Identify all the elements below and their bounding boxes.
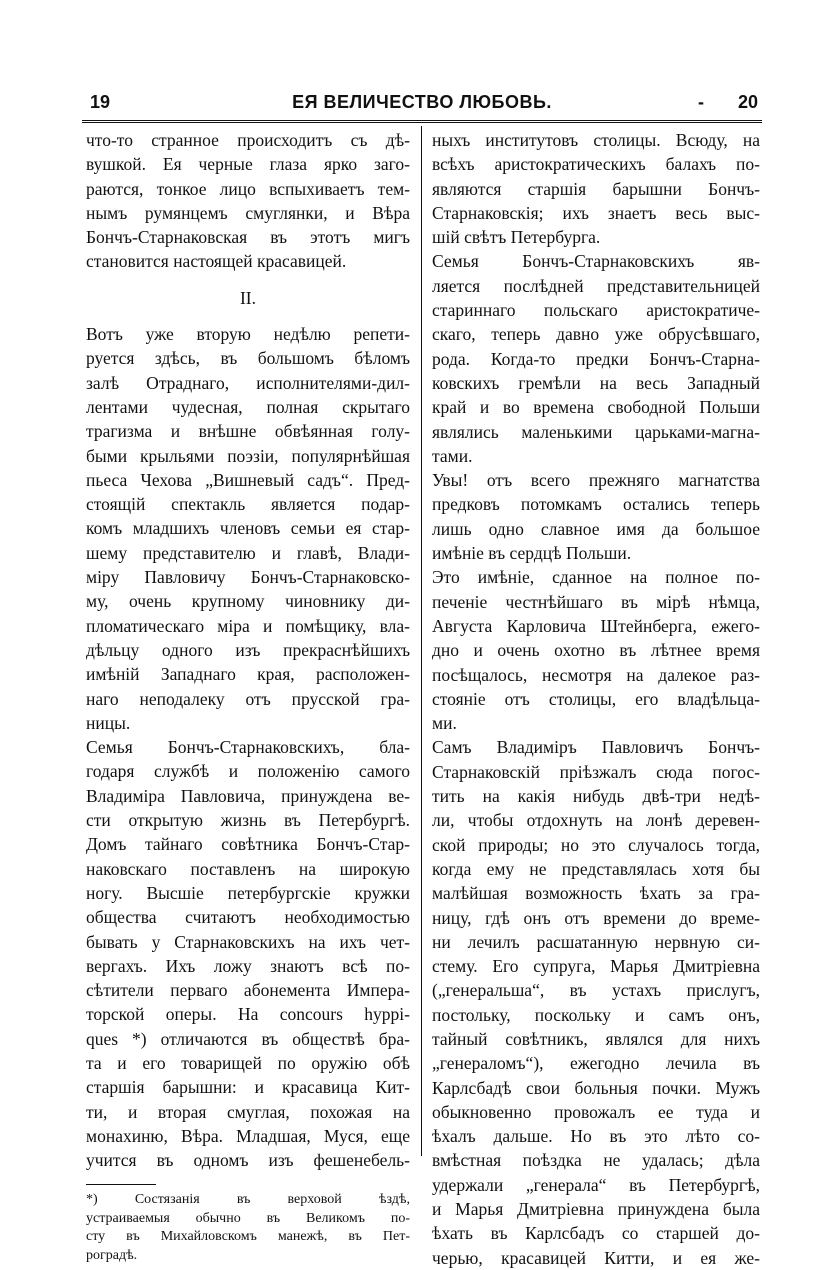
text-line: Семья Бончъ-Старнаковскихъ, бла- <box>86 737 410 758</box>
text-line: дѣльцу одного изъ прекраснѣйшихъ <box>86 639 410 660</box>
text-line: имѣній Западнаго края, расположен- <box>86 664 410 685</box>
text-line: лентами чудесная, полная скрытаго <box>86 396 410 417</box>
text-line: ской природы; но это случалось тогда, <box>432 834 760 855</box>
header-dash: - <box>698 92 704 112</box>
text-line: ми. <box>432 713 457 734</box>
text-line: ѣхалъ дальше. Но въ это лѣто со- <box>432 1126 760 1147</box>
text-line: постольку, поскольку и самъ онъ, <box>432 1004 760 1025</box>
text-line: ногу. Высшіе петербургскіе кружки <box>86 882 410 903</box>
text-line: роградѣ. <box>86 1247 138 1263</box>
text-line: быми крыльями поэзіи, популярнѣйшая <box>86 445 410 466</box>
text-line: сту въ Михайловскомъ манежѣ, въ Пет- <box>86 1229 410 1245</box>
text-line: наковскаго поставленъ на широкую <box>86 858 410 879</box>
text-line: когда ему не представлялась хотя бы <box>432 858 760 879</box>
text-line: монахиню, Вѣра. Младшая, Муся, еще <box>86 1125 410 1146</box>
text-line: скаго, теперь давно уже обрусѣвшаго, <box>432 324 760 345</box>
text-line: и Марья Дмитріевна принуждена была <box>432 1199 760 1220</box>
text-line: шій свѣтъ Петербурга. <box>432 227 601 248</box>
page-number-right: 20 <box>737 92 758 112</box>
text-line: комъ младшихъ членовъ семьи ея стар- <box>86 518 410 539</box>
text-line: общества считаютъ необходимостью <box>86 907 410 928</box>
text-line: „генераломъ“), ежегодно лечила въ <box>432 1053 760 1074</box>
text-line: тить на какія нибудь двѣ-три недѣ- <box>432 786 760 807</box>
text-line: торской оперы. На concours hyppi- <box>86 1004 410 1025</box>
right-column-text <box>432 128 760 1270</box>
text-line: малѣйшая возможность ѣхать за гра- <box>432 883 760 904</box>
text-line: старшія барышни: и красавица Кит- <box>86 1077 410 1098</box>
text-line: трагизма и внѣшне обвѣянная голу- <box>86 421 410 442</box>
text-line: лишь одно славное имя да большое <box>432 518 760 539</box>
text-line: являлись маленькими царьками-магна- <box>432 421 760 442</box>
text-line: Семья Бончъ-Старнаковскихъ яв- <box>432 251 760 272</box>
text-line: ни лечилъ расшатанную нервную си- <box>432 931 760 952</box>
text-line: руется здѣсь, въ большомъ бѣломъ <box>86 348 410 369</box>
text-line: край и во времена свободной Польши <box>432 397 760 418</box>
text-line: ницы. <box>86 712 131 733</box>
text-line: предковъ потомкамъ остались теперь <box>432 494 760 515</box>
text-line: тами. <box>432 445 473 466</box>
text-line: нымъ румянцемъ смуглянки, и Вѣра <box>86 202 410 223</box>
text-line: ковскихъ гремѣли на весь Западный <box>432 372 760 393</box>
text-line: та и его товарищей по оружію обѣ <box>86 1052 410 1073</box>
text-line: сти открытую жизнь въ Петербургѣ. <box>86 810 410 831</box>
text-line: ныхъ институтовъ столицы. Всюду, на <box>432 130 760 150</box>
text-line: стоящій спектакль является подар- <box>86 494 410 515</box>
text-line: II. <box>239 287 257 308</box>
text-line: раются, тонкое лицо вспыхиваетъ тем- <box>86 178 410 199</box>
text-line: ницу, гдѣ онъ отъ времени до време- <box>432 907 760 928</box>
text-line: посѣщалось, несмотря на далекое раз- <box>432 664 760 685</box>
text-line: вушкой. Ея черные глаза ярко заго- <box>86 154 410 175</box>
text-line: учится въ одномъ изъ фешенебель- <box>86 1150 410 1171</box>
text-line: печеніе честнѣйшаго въ мірѣ нѣмца, <box>432 591 760 612</box>
footnote <box>86 1191 410 1265</box>
text-line: Августа Карловича Штейнберга, ежего- <box>432 615 760 636</box>
text-line: Увы! отъ всего прежняго магнатства <box>432 470 760 491</box>
running-header <box>82 88 762 118</box>
text-line: Самъ Владиміръ Павловичъ Бончъ- <box>432 737 760 758</box>
text-line: Бончъ-Старнаковская въ этотъ мигъ <box>86 227 410 248</box>
text-line: всѣхъ аристократическихъ балахъ по- <box>432 154 760 175</box>
text-line: бывать у Старнаковскихъ на ихъ чет- <box>86 931 410 952</box>
text-line: стему. Его супруга, Марья Дмитріевна <box>432 956 760 977</box>
text-line: рода. Когда-то предки Бончъ-Старна- <box>432 348 760 369</box>
text-line: черью, красавицей Китти, и ея же- <box>432 1247 760 1268</box>
text-line: обыкновенно провожалъ ее туда и <box>432 1101 760 1122</box>
text-line: міру Павловичу Бончъ-Старнаковско- <box>86 567 410 588</box>
column-divider <box>421 126 422 1156</box>
text-line: вмѣстная поѣздка не удалась; дѣла <box>432 1150 760 1171</box>
text-line: Владиміра Павловича, принуждена ве- <box>86 785 410 806</box>
text-line: ques *) отличаются въ обществѣ бра- <box>86 1028 410 1049</box>
footnote-rule <box>86 1184 156 1185</box>
text-line: имѣніе въ сердцѣ Польши. <box>432 543 632 564</box>
text-line: му, очень крупному чиновнику ди- <box>86 591 410 612</box>
text-line: пьеса Чехова „Вишневый садъ“. Пред- <box>86 469 410 490</box>
text-line: Старнаковскія; ихъ знаетъ весь выс- <box>432 202 760 223</box>
text-line: годаря службѣ и положенію самого <box>86 761 410 782</box>
text-line: что-то странное происходитъ съ дѣ- <box>86 130 410 150</box>
text-line: наго неподалеку отъ прусской гра- <box>86 688 410 709</box>
text-line: ти, и вторая смуглая, похожая на <box>86 1101 410 1122</box>
text-line: стариннаго польскаго аристократиче- <box>432 300 760 321</box>
text-line: удержали „генерала“ въ Петербургѣ, <box>432 1174 760 1195</box>
text-line: шему представителю и главѣ, Влади- <box>86 542 410 563</box>
text-line: становится настоящей красавицей. <box>86 251 347 272</box>
text-line: *) Состязанія въ верховой ѣздѣ, <box>86 1192 410 1208</box>
text-line: сѣтители перваго абонемента Импера- <box>86 980 410 1001</box>
text-line: Карлсбадѣ свои больныя почки. Мужъ <box>432 1077 760 1098</box>
page-number-left: 19 <box>90 92 111 112</box>
text-line: залѣ Отраднаго, исполнителями-дил- <box>86 372 410 393</box>
text-line: ляется послѣдней представительницей <box>432 275 760 296</box>
right-column <box>432 128 760 1270</box>
text-line: ли, чтобы отдохнуть на лонѣ деревен- <box>432 810 760 831</box>
text-line: стояніе отъ столицы, его владѣльца- <box>432 688 760 709</box>
text-line: вергахъ. Ихъ ложу знаютъ всѣ по- <box>86 955 410 976</box>
header-rule <box>82 120 762 123</box>
running-title: ЕЯ ВЕЛИЧЕСТВО ЛЮБОВЬ. <box>292 92 552 112</box>
text-line: устраиваемыя обычно въ Великомъ по- <box>86 1210 410 1226</box>
text-line: („генеральша“, въ устахъ прислугъ, <box>432 980 760 1001</box>
text-line: пломатическаго міра и помѣщику, вла- <box>86 615 410 636</box>
text-line: тайный совѣтникъ, являлся для нихъ <box>432 1028 760 1049</box>
text-line: являются старшія барышни Бончъ- <box>432 178 760 199</box>
text-line: Домъ тайнаго совѣтника Бончъ-Стар- <box>86 834 410 855</box>
text-line: Вотъ уже вторую недѣлю репети- <box>86 324 410 345</box>
text-line: Это имѣніе, сданное на полное по- <box>432 567 760 588</box>
text-line: ѣхать въ Карлсбадъ со старшей до- <box>432 1223 760 1244</box>
left-column <box>86 128 410 1265</box>
text-line: Старнаковскій пріѣзжалъ сюда погос- <box>432 761 760 782</box>
left-column-text <box>86 128 410 1172</box>
text-line: дно и очень охотно въ лѣтнее время <box>432 640 760 661</box>
